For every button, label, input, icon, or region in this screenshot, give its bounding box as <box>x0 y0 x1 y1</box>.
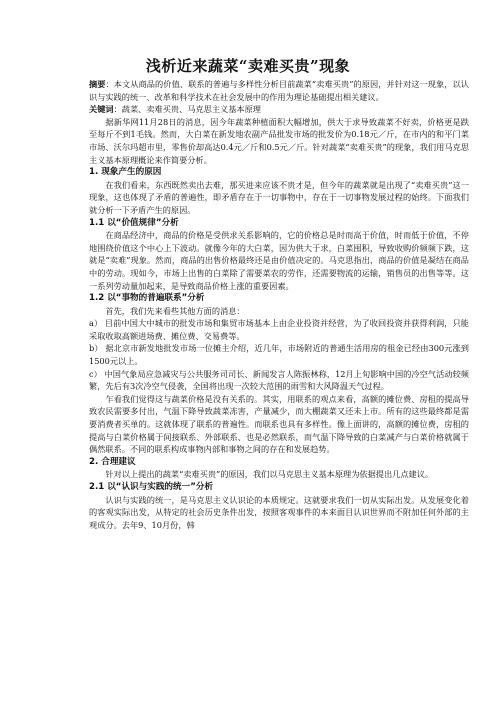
section-2-heading: 2. 合理建议 <box>89 456 136 467</box>
page-title: 浅析近来蔬菜“卖难买贵”现象 <box>145 57 351 75</box>
abstract-label: 摘要 <box>89 79 106 89</box>
section-1-2-intro: 首先，我们先来看些其他方面的消息： <box>105 305 245 316</box>
list-item: a） 目前中国大中城市的批发市场和集贸市场基本上由企业投资并经营，为了收回投资并获得利润，只能采取收取高额进场费、摊位费、交易费等。 <box>89 318 469 341</box>
section-1-text: 在我们看来，东西既然卖出去难，那买进来应该不贵才是，但今年的蔬菜就是出现了“卖难买贵”这一现象，这也体现了矛盾的普遍性，即矛盾存在于一切事物中，存在于一切事物发展过程的始终。下面我们就分析一下矛盾产生的原因。 <box>89 179 469 215</box>
keywords-paragraph <box>89 103 469 116</box>
section-2-1-text: 认识与实践的统一，是马克思主义认识论的本质规定。这就要求我们一切从实际出发。从发展变化着的客观实际出发，从特定的社会历史条件出发，按照客观事件的本来面目认识世界而不附加任何外部的主观成分。去年9、10月份，韩 <box>89 494 469 530</box>
section-2-1-heading: 2.1 以“认识与实践的统一”分析 <box>89 482 214 492</box>
section-1-1-text: 在商品经济中，商品的价格是受供求关系影响的，它的价格总是时而高于价值，时而低于价值，不停地围绕价值这个中心上下波动。就像今年的大白菜，因为供大于求，白菜囤积，导致收购价频频下跌，这就是“卖难”现象。然而，商品的出售价格最终还是由价值决定的。马克思指出，商品的价值是凝结在商品中的劳动。现如今，市场上出售的白菜除了需要菜农的劳作，还需要物流的运输，销售员的出售等等。这一系列劳动量加起来，是导致商品价格上涨的重要因素。 <box>89 230 469 291</box>
section-1-2-heading: 1.2 以“事物的普遍联系”分析 <box>89 293 205 304</box>
section-1-2-analysis: 乍看我们觉得这与蔬菜价格是没有关系的。其实，用联系的观点来看，高额的摊位费、房租的提高导致农民需要多付出，气温下降导致蔬菜冻害，产量减少，而大棚蔬菜又还未上市。所有的这些最终都是需要消费者买单的。这就体现了联系的普遍性。而联系也具有多样性。像上面讲的，高额的摊位费，房租的提高与白菜价格属于间接联系、外部联系、也是必然联系，而气温下降导致的白菜减产与白菜价格就属于偶然联系。不同的联系构成事物内部和事物之间的存在和发展趋势。 <box>89 393 469 455</box>
intro-paragraph: 据新华网11月28日的消息，因今年蔬菜种植面积大幅增加，供大于求导致蔬菜不好卖，价格更是跌至每斤不到1毛钱。然而，大白菜在新发地农副产品批发市场的批发价为0.18元／斤，在市内的和平门菜市场、沃尔玛超市里，零售价却高达0.4元／斤和0.5元／斤。针对蔬菜“卖难买贵”的现象，我们用马克思主义基本原理概论来作简要分析。 <box>89 116 469 165</box>
list-item: b） 据北京市新发地批发市场一位摊主介绍，近几年，市场附近的普通生活用房的租金已经由300元涨到1500元以上。 <box>89 343 469 367</box>
keywords-label: 关键词 <box>89 104 114 115</box>
keywords-text: ：蔬菜、卖难买贵、马克思主义基本原理 <box>113 104 261 115</box>
abstract-text: ：本文从商品的价值、联系的普遍与多样性分析目前蔬菜“卖难买贵”的原因，并针对这一现象，以认识与实践的统一、改革和科学技术在社会发展中的作用为理论基础提出相关建议。 <box>89 79 469 102</box>
list-item: c） 中国气象局应急减灾与公共服务司司长、新闻发言人陈振林称，12月上旬影响中国的冷空气活动较频繁，先后有3次冷空气侵袭，全国将出现一次较大范围的雨雪和大风降温天气过程。 <box>89 368 469 392</box>
document-body <box>89 78 469 531</box>
section-1-heading: 1. 现象产生的原因 <box>89 167 162 178</box>
section-2-text: 针对以上提出的蔬菜“卖难买贵”的原因，我们以马克思主义基本原理为依据提出几点建议。 <box>105 469 434 480</box>
abstract-paragraph <box>89 78 469 103</box>
section-1-1-heading: 1.1 以“价值规律”分析 <box>89 217 179 228</box>
